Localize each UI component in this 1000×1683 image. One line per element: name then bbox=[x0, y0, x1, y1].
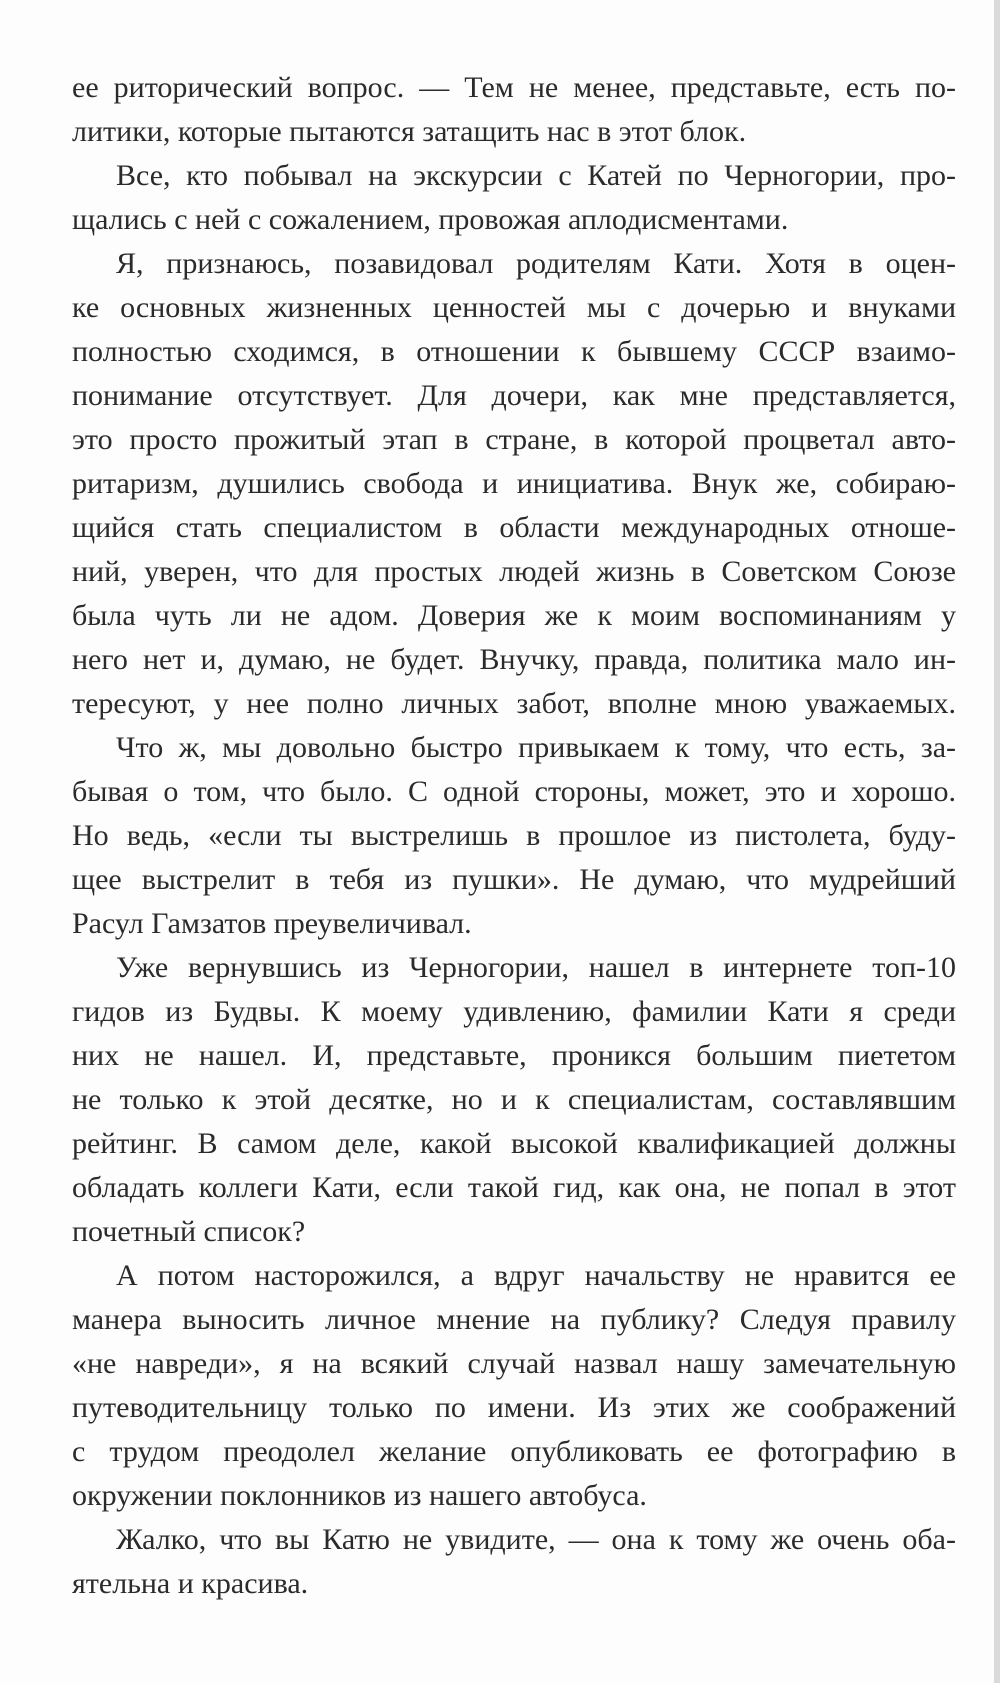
text-line: была чуть ли не адом. Доверия же к моим воспоминаниям у bbox=[72, 599, 956, 632]
text-line: бывая о том, что было. С одной стороны, может, это и хорошо. bbox=[72, 775, 956, 808]
text-line: не только к этой десятке, но и к специалистам, составлявшим bbox=[72, 1083, 956, 1116]
paragraph bbox=[72, 1254, 956, 1518]
text-line: это просто прожитый этап в стране, в которой процветал авто- bbox=[72, 423, 956, 456]
text-line: Жалко, что вы Катю не увидите, — она к тому же очень оба- bbox=[116, 1523, 956, 1556]
text-body bbox=[72, 66, 956, 1606]
text-line: Расул Гамзатов преувеличивал. bbox=[72, 907, 472, 940]
text-line: ритаризм, душились свобода и инициатива. Внук же, собираю- bbox=[72, 467, 956, 500]
text-line: ятельна и красива. bbox=[72, 1567, 309, 1600]
text-line: почетный список? bbox=[72, 1215, 306, 1248]
text-line: щийся стать специалистом в области международных отноше- bbox=[72, 511, 956, 544]
text-line: ний, уверен, что для простых людей жизнь в Советском Союзе bbox=[72, 555, 956, 588]
text-line: А потом насторожился, а вдруг начальству не нравится ее bbox=[116, 1259, 956, 1292]
paragraph bbox=[72, 726, 956, 946]
paragraph bbox=[72, 66, 956, 154]
text-line: путеводительницу только по имени. Из этих же соображений bbox=[72, 1391, 956, 1424]
paragraph bbox=[72, 1518, 956, 1606]
text-line: них не нашел. И, представьте, проникся большим пиететом bbox=[72, 1039, 956, 1072]
text-line: «не навреди», я на всякий случай назвал нашу замечательную bbox=[72, 1347, 956, 1380]
text-line: тересуют, у нее полно личных забот, вполне мною уважаемых. bbox=[72, 687, 956, 720]
text-line: щались с ней с сожалением, провожая аплодисментами. bbox=[72, 203, 789, 236]
text-line: манера выносить личное мнение на публику? Следуя правилу bbox=[72, 1303, 956, 1336]
text-line: Но ведь, «если ты выстрелишь в прошлое из пистолета, буду- bbox=[72, 819, 956, 852]
text-line: Все, кто побывал на экскурсии с Катей по Черногории, про- bbox=[116, 159, 956, 192]
text-line: обладать коллеги Кати, если такой гид, как она, не попал в этот bbox=[72, 1171, 956, 1204]
text-line: щее выстрелит в тебя из пушки». Не думаю, что мудрейший bbox=[72, 863, 956, 896]
text-line: литики, которые пытаются затащить нас в этот блок. bbox=[72, 115, 747, 148]
text-line: полностью сходимся, в отношении к бывшему СССР взаимо- bbox=[72, 335, 956, 368]
text-line: Я, признаюсь, позавидовал родителям Кати. Хотя в оцен- bbox=[116, 247, 956, 280]
text-line: ке основных жизненных ценностей мы с дочерью и внуками bbox=[72, 291, 956, 324]
text-line: понимание отсутствует. Для дочери, как мне представляется, bbox=[72, 379, 956, 412]
text-line: него нет и, думаю, не будет. Внучку, правда, политика мало ин- bbox=[72, 643, 956, 676]
text-line: Уже вернувшись из Черногории, нашел в интернете топ-10 bbox=[116, 951, 956, 984]
paragraph bbox=[72, 154, 956, 242]
text-line: гидов из Будвы. К моему удивлению, фамилии Кати я среди bbox=[72, 995, 956, 1028]
paragraph bbox=[72, 242, 956, 726]
text-line: ее риторический вопрос. — Тем не менее, представьте, есть по- bbox=[72, 71, 956, 104]
text-line: окружении поклонников из нашего автобуса. bbox=[72, 1479, 647, 1512]
text-line: с трудом преодолел желание опубликовать ее фотографию в bbox=[72, 1435, 956, 1468]
text-line: Что ж, мы довольно быстро привыкаем к тому, что есть, за- bbox=[116, 731, 956, 764]
paragraph bbox=[72, 946, 956, 1254]
text-line: рейтинг. В самом деле, какой высокой квалификацией должны bbox=[72, 1127, 956, 1160]
